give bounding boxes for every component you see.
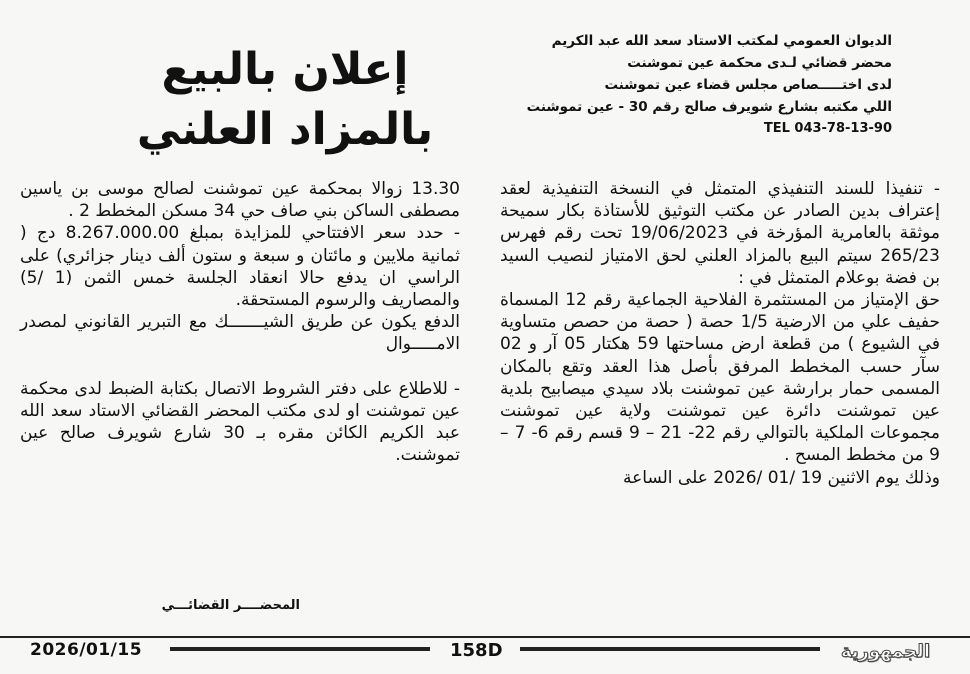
announcement-title bbox=[95, 40, 475, 160]
bailiff-signature: المحضــــر القضائـــي bbox=[161, 598, 300, 613]
office-line: اللي مكتبه بشارع شويرف صالح رقم 30 - عين تموشنت bbox=[526, 99, 892, 115]
newspaper-logo: الجمهورية bbox=[840, 641, 930, 662]
paragraph: وذلك يوم الاثنين 19 /01 /2026 على الساعة bbox=[623, 467, 940, 488]
office-line: الديوان العمومي لمكتب الاستاد سعد الله عبد الكريم bbox=[551, 33, 892, 49]
paragraph: - تنفيذا للسند التنفيذي المتمثل في النسخة التنفيذية لعقد إعتراف بدين الصادر عن مكتب التوثيق للأستاذة بكار سميحة موثقة بالعامرية المؤرخة في 19/06/2023 تحت رقم فهرس 265/23 سيتم البيع بالمزاد العلني لحق الامتياز لنصيب السيد بن فضة بوعلام المتمثل في : bbox=[500, 179, 940, 288]
paragraph: الدفع يكون عن طريق الشيـــــــك مع التبرير القانوني لمصدر الامـــــوال bbox=[20, 312, 460, 355]
office-line: لدى اختـــــصاص مجلس قضاء عين تموشنت bbox=[604, 77, 892, 93]
bailiff-office-header bbox=[512, 30, 892, 140]
paragraph: - حدد سعر الافتتاحي للمزايدة بمبلغ 8.267.000.00 دج ( ثمانية ملايين و مائتان و سبعة و ستون ألف دينار جزائري) على الراسي ان يدفع حالا انعقاد الجلسة خمس الثمن (1 /5) والمصاريف والرسوم المستحقة. bbox=[20, 223, 460, 311]
title-line-1: إعلان بالبيع bbox=[161, 44, 409, 95]
footer-rule-left bbox=[170, 647, 430, 651]
right-column bbox=[500, 178, 940, 489]
office-line: محضر قضائي لـدى محكمة عين تموشنت bbox=[627, 55, 892, 71]
footer-divider bbox=[0, 636, 970, 638]
footer-rule-right bbox=[520, 647, 820, 651]
title-line-2: بالمزاد العلني bbox=[136, 104, 434, 155]
office-phone: TEL 043-78-13-90 bbox=[763, 121, 892, 136]
left-column bbox=[20, 178, 460, 466]
paragraph: 13.30 زوالا بمحكمة عين تموشنت لصالح موسى بن ياسين مصطفى الساكن بني صاف حي 34 مسكن المخطط 2 . bbox=[20, 179, 460, 222]
paragraph: - للاطلاع على دفتر الشروط الاتصال بكتابة الضبط لدى محكمة عين تموشنت او لدى مكتب المحضر القضائي الاستاد سعد الله عبد الكريم الكائن مقره بـ 30 شارع شويرف صالح عين تموشنت. bbox=[20, 378, 460, 466]
paragraph: حق الإمتياز من المستثمرة الفلاحية الجماعية رقم 12 المسماة حفيف علي من الارضية 1/5 حصة ( حصة من حصص متساوية في الشيوع ) من قطعة ارض مساحتها 59 هكتار 05 آر و 02 سآر حسب المخطط المرفق بأصل هذا العقد وتقع بالمكان المسمى حمار برارشة عين تموشنت بلاد سيدي ميصابيح بلدية عين تموشنت دائرة عين تموشنت ولاية عين تموشنت مجموعات الملكية بالتوالي رقم 22- 21 – 9 قسم رقم 6- 7 – 9 من مخطط المسح . bbox=[500, 290, 941, 466]
issue-date: 2026/01/15 bbox=[30, 640, 143, 660]
spacer bbox=[20, 356, 460, 378]
page-number: 158D bbox=[450, 640, 503, 661]
